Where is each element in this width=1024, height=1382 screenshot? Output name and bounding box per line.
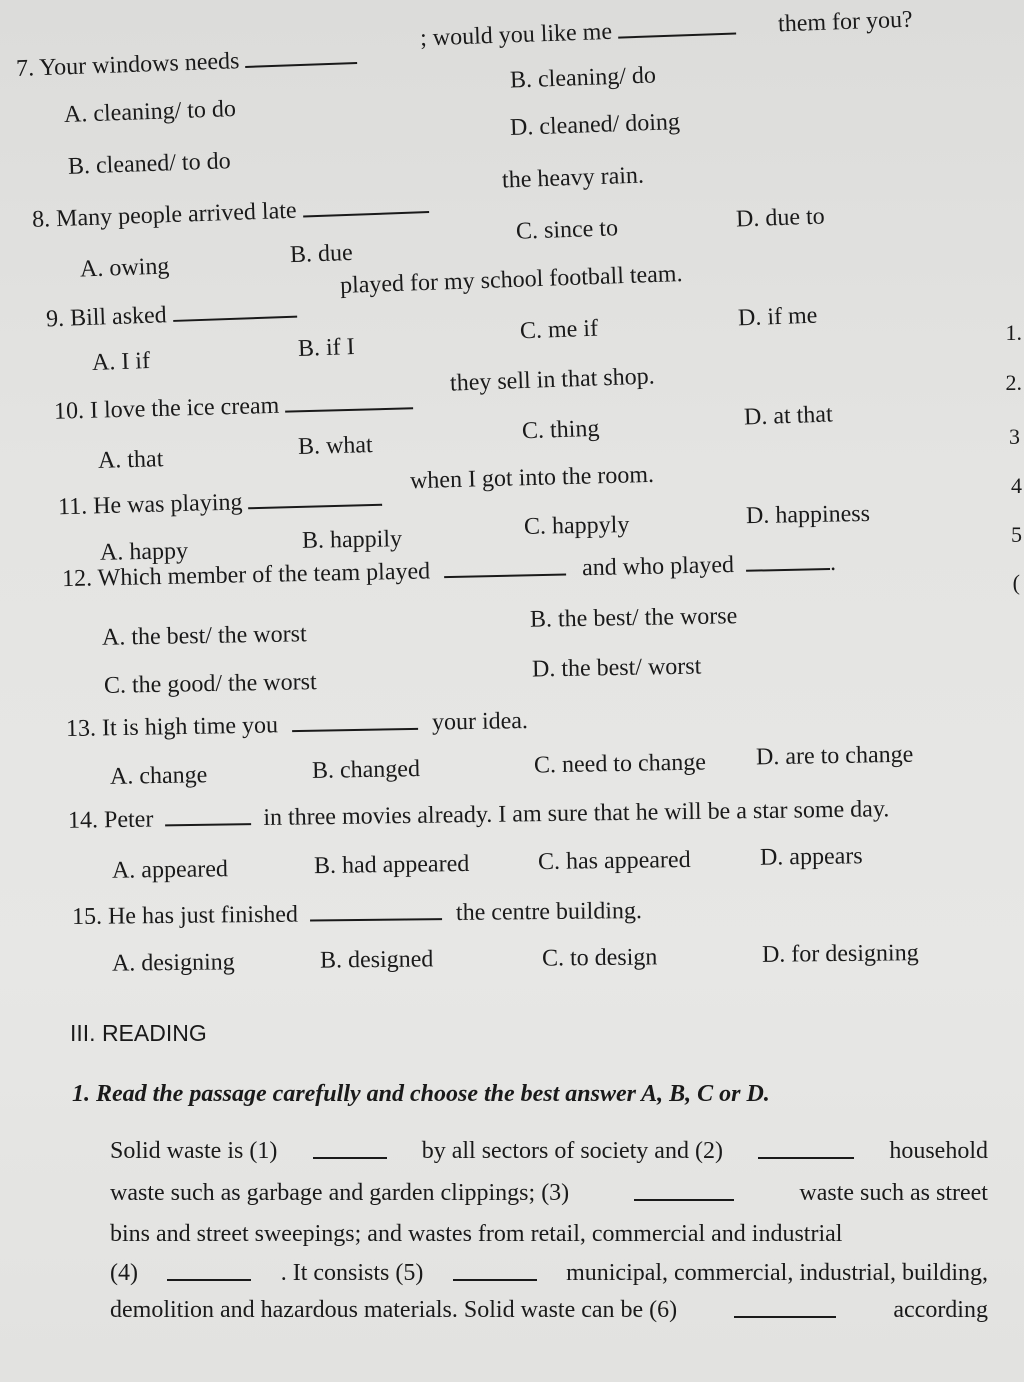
q10-option-a[interactable]: A. that bbox=[97, 446, 164, 474]
q12-stem-text: 12. Which member of the team played bbox=[61, 558, 431, 593]
q13-option-a[interactable]: A. change bbox=[109, 762, 208, 790]
q10-option-c[interactable]: C. thing bbox=[521, 415, 600, 445]
q14-stem-text: 14. Peter bbox=[67, 806, 154, 834]
q13-stem-text: 13. It is high time you bbox=[65, 712, 279, 743]
q11-option-c[interactable]: C. happyly bbox=[523, 512, 630, 540]
q9-option-a[interactable]: A. I if bbox=[91, 347, 151, 377]
q14-option-b[interactable]: B. had appeared bbox=[313, 850, 470, 880]
margin-number-3: 3 bbox=[1009, 424, 1020, 449]
passage-line-4 bbox=[110, 1261, 988, 1285]
passage-5b: according bbox=[893, 1297, 988, 1323]
q12-stem-mid: and who played bbox=[581, 552, 735, 582]
q15-option-b[interactable]: B. designed bbox=[319, 946, 434, 974]
passage-blank-2[interactable] bbox=[758, 1139, 854, 1159]
q13-option-d[interactable]: D. are to change bbox=[755, 741, 914, 771]
q13-stem bbox=[66, 708, 528, 741]
q7-option-d[interactable]: D. cleaned/ doing bbox=[509, 109, 681, 141]
q10-stem bbox=[54, 389, 414, 423]
q11-stem-end: when I got into the room. bbox=[409, 461, 655, 495]
q10-stem-end: they sell in that shop. bbox=[449, 363, 656, 397]
q15-stem-text: 15. He has just finished bbox=[71, 901, 299, 930]
q12-stem-end: . bbox=[829, 549, 837, 577]
passage-4b: . It consists (5) bbox=[280, 1260, 424, 1286]
q9-stem bbox=[46, 298, 297, 332]
margin-number-2: 2. bbox=[1005, 370, 1022, 395]
margin-number-5: 5 bbox=[1011, 522, 1022, 547]
q11-option-a[interactable]: A. happy bbox=[99, 538, 189, 566]
passage-line-1 bbox=[110, 1139, 988, 1163]
q10-option-b[interactable]: B. what bbox=[297, 432, 373, 460]
section-heading-reading: III. READING bbox=[70, 1020, 207, 1046]
q14-stem-end: in three movies already. I am sure that he will be a star some day. bbox=[263, 796, 890, 832]
q9-option-c[interactable]: C. me if bbox=[519, 315, 599, 345]
q15-stem-end: the centre building. bbox=[455, 898, 643, 926]
passage-5a: demolition and hazardous materials. Solid waste can be (6) bbox=[110, 1297, 678, 1323]
q11-stem bbox=[58, 486, 383, 519]
passage-4c: municipal, commercial, industrial, building, bbox=[566, 1260, 988, 1286]
passage-1c: household bbox=[889, 1138, 988, 1164]
q9-option-d[interactable]: D. if me bbox=[737, 302, 818, 332]
passage-line-3: bins and street sweepings; and wastes from retail, commercial and industrial bbox=[110, 1221, 843, 1247]
q11-blank[interactable] bbox=[248, 486, 382, 510]
passage-2b: waste such as street bbox=[799, 1180, 988, 1206]
q7-stem-text: 7. Your windows needs bbox=[15, 48, 240, 82]
q8-stem-end: the heavy rain. bbox=[501, 162, 645, 194]
q8-stem-text: 8. Many people arrived late bbox=[31, 197, 297, 233]
passage-2a: waste such as garbage and garden clippings; (3) bbox=[110, 1180, 570, 1206]
q8-stem bbox=[32, 193, 429, 232]
q13-option-b[interactable]: B. changed bbox=[311, 756, 421, 784]
q14-blank[interactable] bbox=[165, 805, 251, 826]
passage-blank-1[interactable] bbox=[313, 1139, 387, 1159]
q9-stem-end: played for my school football team. bbox=[339, 261, 683, 299]
q14-option-d[interactable]: D. appears bbox=[759, 843, 863, 871]
reading-instruction: 1. Read the passage carefully and choose the best answer A, B, C or D. bbox=[72, 1081, 770, 1107]
q13-blank[interactable] bbox=[292, 710, 418, 732]
passage-1a: Solid waste is (1) bbox=[110, 1138, 278, 1164]
q15-blank[interactable] bbox=[310, 900, 442, 921]
passage-line-5 bbox=[110, 1298, 988, 1322]
q7-blank-2[interactable] bbox=[618, 14, 737, 38]
q7-stem-end: them for you? bbox=[777, 6, 914, 38]
q8-option-c[interactable]: C. since to bbox=[515, 215, 619, 245]
q12-blank-2[interactable] bbox=[746, 550, 830, 572]
passage-line-2 bbox=[110, 1181, 988, 1205]
passage-blank-4[interactable] bbox=[167, 1261, 251, 1281]
passage-1b: by all sectors of society and (2) bbox=[421, 1138, 723, 1164]
q8-blank[interactable] bbox=[302, 193, 429, 217]
margin-number-4: 4 bbox=[1011, 473, 1022, 498]
q15-option-d[interactable]: D. for designing bbox=[761, 940, 919, 968]
passage-blank-6[interactable] bbox=[734, 1298, 836, 1318]
q12-option-b[interactable]: B. the best/ the worse bbox=[529, 603, 738, 633]
q8-option-b[interactable]: B. due bbox=[289, 239, 354, 269]
q12-option-a[interactable]: A. the best/ the worst bbox=[101, 621, 307, 651]
q7-stem-mid-text: ; would you like me bbox=[419, 18, 613, 52]
q7-option-a[interactable]: A. cleaning/ to do bbox=[63, 96, 237, 128]
q11-stem-text: 11. He was playing bbox=[57, 489, 243, 521]
passage-4a: (4) bbox=[110, 1260, 138, 1286]
q8-option-a[interactable]: A. owing bbox=[79, 253, 170, 283]
passage-blank-3[interactable] bbox=[634, 1181, 734, 1201]
q12-blank-1[interactable] bbox=[444, 556, 566, 579]
q9-option-b[interactable]: B. if I bbox=[297, 334, 356, 362]
q15-option-c[interactable]: C. to design bbox=[541, 944, 658, 972]
q9-stem-text: 9. Bill asked bbox=[45, 302, 168, 333]
q10-option-d[interactable]: D. at that bbox=[743, 401, 834, 431]
passage-blank-5[interactable] bbox=[453, 1261, 537, 1281]
margin-number-1: 1. bbox=[1005, 320, 1022, 345]
q14-stem bbox=[68, 796, 890, 832]
q13-stem-end: your idea. bbox=[431, 707, 529, 736]
q9-blank[interactable] bbox=[172, 298, 297, 322]
q7-stem-mid bbox=[420, 14, 737, 50]
q12-option-c[interactable]: C. the good/ the worst bbox=[103, 669, 317, 699]
q8-option-d[interactable]: D. due to bbox=[735, 203, 826, 233]
q7-blank-1[interactable] bbox=[245, 44, 358, 68]
q10-blank[interactable] bbox=[285, 389, 413, 412]
q7-option-c[interactable]: B. cleaned/ to do bbox=[67, 148, 232, 180]
q7-option-b[interactable]: B. cleaning/ do bbox=[509, 62, 657, 94]
q12-option-d[interactable]: D. the best/ worst bbox=[531, 653, 702, 683]
q11-option-d[interactable]: D. happiness bbox=[745, 500, 871, 530]
q11-option-b[interactable]: B. happily bbox=[301, 526, 403, 554]
q7-stem bbox=[16, 44, 358, 81]
q14-option-a[interactable]: A. appeared bbox=[111, 856, 229, 884]
q13-option-c[interactable]: C. need to change bbox=[533, 749, 707, 779]
q10-stem-text: 10. I love the ice cream bbox=[53, 392, 280, 425]
q15-stem bbox=[72, 898, 642, 929]
q14-option-c[interactable]: C. has appeared bbox=[537, 846, 691, 876]
q15-option-a[interactable]: A. designing bbox=[111, 949, 235, 977]
margin-number-6: ( bbox=[1012, 570, 1020, 595]
